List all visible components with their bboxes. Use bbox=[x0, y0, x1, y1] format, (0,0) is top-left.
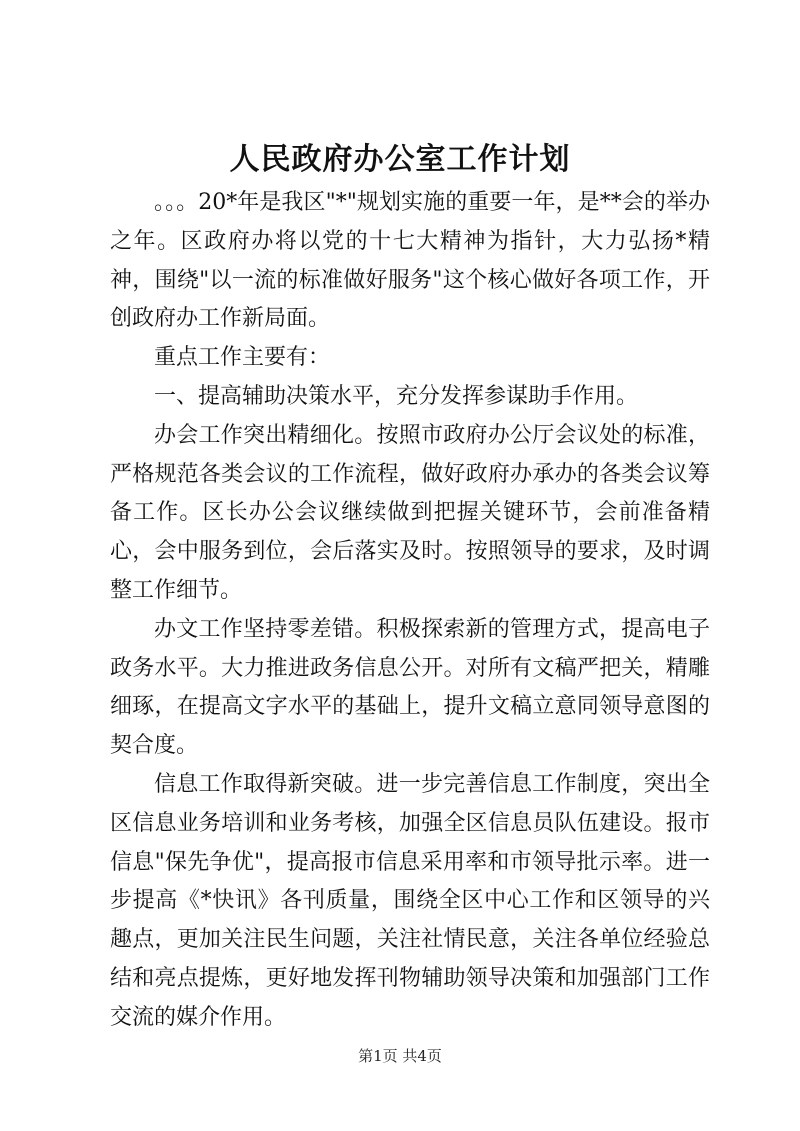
paragraph-meetings: 办会工作突出精细化。按照市政府办公厅会议处的标准，严格规范各类会议的工作流程，做好政府办承办的各类会议筹备工作。区长办公会议继续做到把握关键环节，会前准备精心，会中服务到位，会后落实及时。按照领导的要求，及时调整工作细节。 bbox=[110, 422, 710, 603]
document-title: 人民政府办公室工作计划 bbox=[229, 142, 571, 177]
paragraph-section-one-heading: 一、提高辅助决策水平，充分发挥参谋助手作用。 bbox=[154, 383, 639, 409]
paragraph-intro: 。。。20*年是我区"*"规划实施的重要一年，是**会的举办之年。区政府办将以党的十七大精神为指针，大力弘扬*精神，围绕"以一流的标准做好服务"这个核心做好各项工作，开创政府办工作新局面。 bbox=[110, 190, 710, 332]
paragraph-information: 信息工作取得新突破。进一步完善信息工作制度，突出全区信息业务培训和业务考核，加强全区信息员队伍建设。报市信息"保先争优"，提高报市信息采用率和市领导批示率。进一步提高《*快讯》各刊质量，围绕全区中心工作和区领导的兴趣点，更加关注民生问题，关注社情民意，关注各单位经验总结和亮点提炼，更好地发挥刊物辅助领导决策和加强部门工作交流的媒介作用。 bbox=[110, 771, 710, 1030]
page-footer: 第1页 共4页 bbox=[358, 1047, 442, 1065]
document-body bbox=[110, 184, 710, 1038]
paragraph-key-work-heading: 重点工作主要有： bbox=[154, 345, 331, 371]
paragraph-documents: 办文工作坚持零差错。积极探索新的管理方式，提高电子政务水平。大力推进政务信息公开。对所有文稿严把关，精雕细琢，在提高文字水平的基础上，提升文稿立意同领导意图的契合度。 bbox=[110, 616, 710, 759]
